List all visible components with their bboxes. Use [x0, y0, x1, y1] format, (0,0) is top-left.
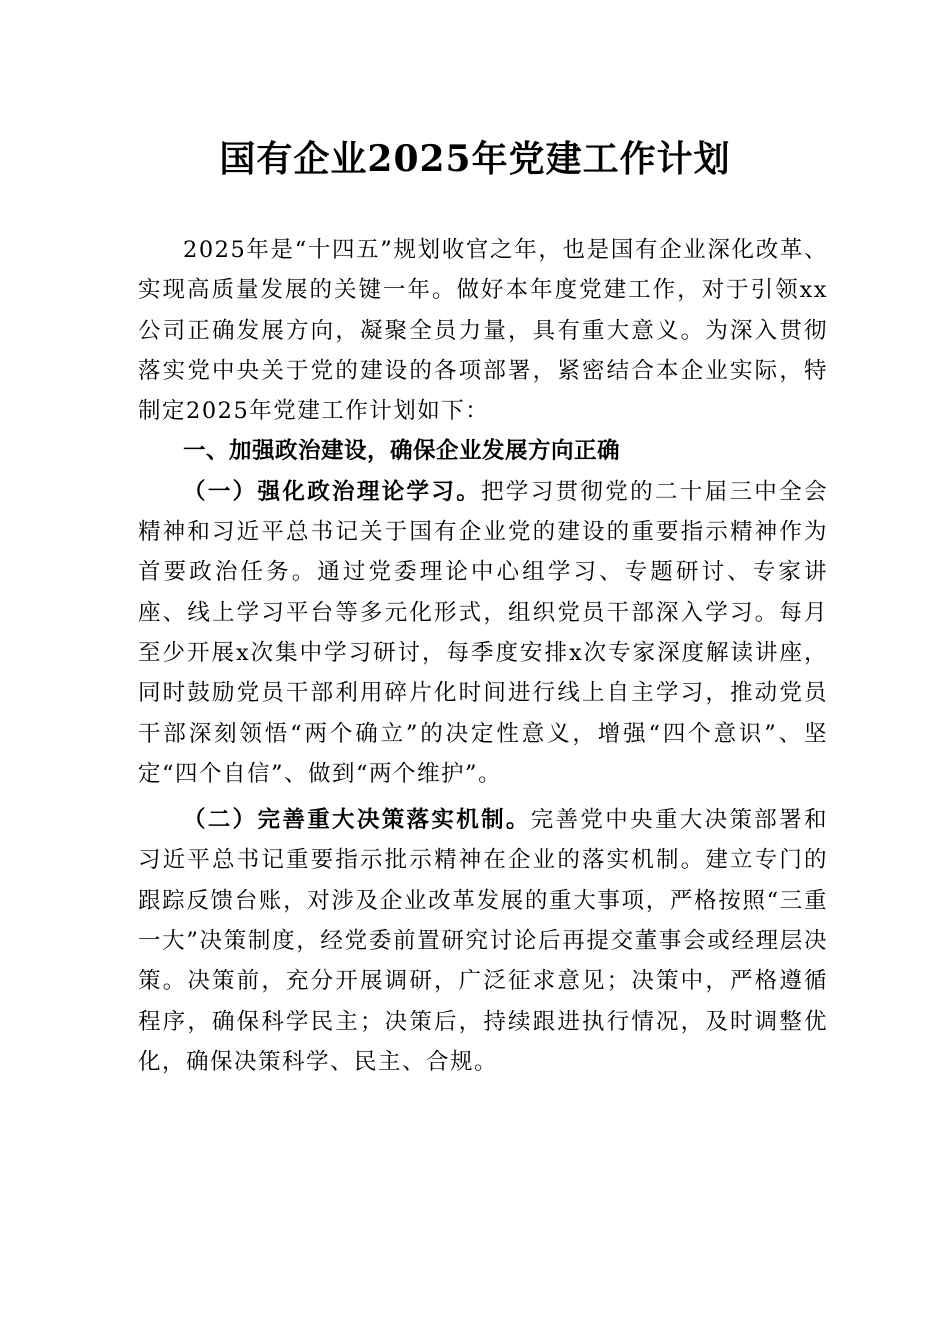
- item-text-1: 把学习贯彻党的二十届三中全会精神和习近平总书记关于国有企业党的建设的重要指示精神作为首要政治任务。通过党委理论中心组学习、专题研讨、专家讲座、线上学习平台等多元化形式，组织党员干部深入学习。每月至少开展x次集中学习研讨，每季度安排x次专家深度解读讲座，同时鼓励党员干部利用碎片化时间进行线上自主学习，推动党员干部深刻领悟“两个确立”的决定性意义，增强“四个意识”、坚定“四个自信”、做到“两个维护”。: [138, 478, 828, 787]
- item-paragraph-2: [138, 800, 828, 1082]
- item-lead-1: （一）强化政治理论学习。: [183, 478, 482, 505]
- section-heading: 一、加强政治建设，确保企业发展方向正确: [183, 438, 621, 465]
- intro-paragraph: 2025年是“十四五”规划收官之年，也是国有企业深化改革、实现高质量发展的关键一年。做好本年度党建工作，对于引领xx公司正确发展方向，凝聚全员力量，具有重大意义。为深入贯彻落实党中央关于党的建设的各项部署，紧密结合本企业实际，特制定2025年党建工作计划如下：: [138, 237, 828, 425]
- document-title: 国有企业2025年党建工作计划: [219, 138, 731, 180]
- item-lead-2: （二）完善重大决策落实机制。: [183, 807, 531, 834]
- item-paragraph-1: [138, 472, 828, 794]
- item-text-2: 完善党中央重大决策部署和习近平总书记重要指示批示精神在企业的落实机制。建立专门的跟踪反馈台账，对涉及企业改革发展的重大事项，严格按照“三重一大”决策制度，经党委前置研究讨论后再提交董事会或经理层决策。决策前，充分开展调研，广泛征求意见；决策中，严格遵循程序，确保科学民主；决策后，持续跟进执行情况，及时调整优化，确保决策科学、民主、合规。: [138, 807, 828, 1075]
- document-body: [138, 230, 828, 1082]
